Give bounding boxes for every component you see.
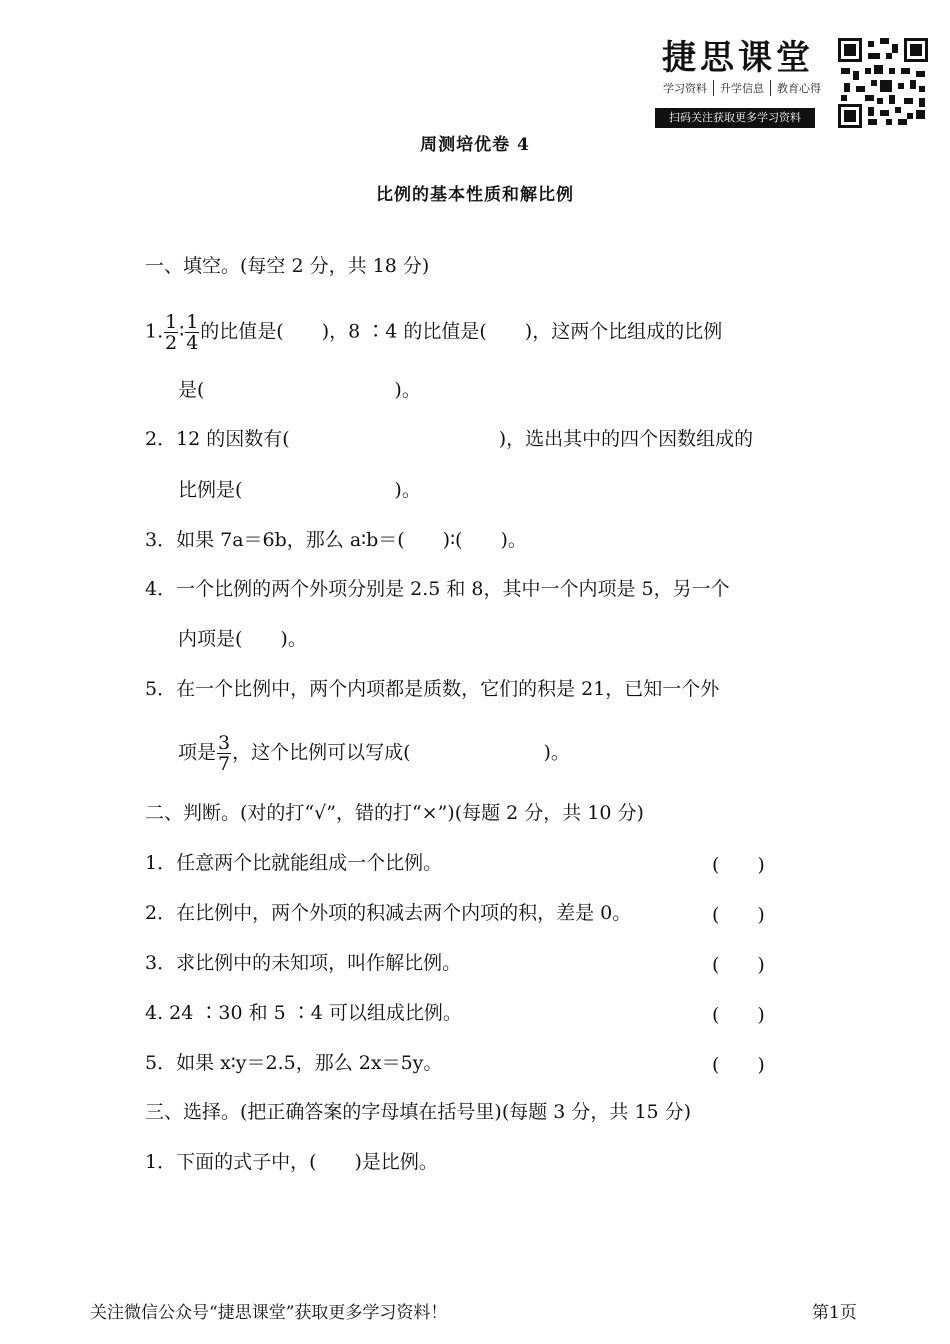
ratio-colon: ∶ xyxy=(179,320,185,343)
section1-q4-line2: 内项是( )。 xyxy=(178,628,307,650)
judge-item: 5．如果 x∶y＝2.5，那么 2x＝5y。 xyxy=(145,1052,443,1074)
section1-heading: 一、填空。(每空 2 分，共 18 分) xyxy=(145,255,430,277)
section1-q4-line1: 4．一个比例的两个外项分别是 2.5 和 8，其中一个内项是 5，另一个 xyxy=(145,578,730,600)
section2-heading: 二、判断。(对的打“√”，错的打“×”)(每题 2 分，共 10 分) xyxy=(145,802,644,824)
judge-item: 4. 24 ∶30 和 5 ∶4 可以组成比例。 xyxy=(145,1002,462,1024)
fraction-denominator: 4 xyxy=(186,332,199,354)
brand-logo-text: 捷思课堂 xyxy=(662,38,814,78)
qr-code-icon xyxy=(838,38,928,128)
judge-item: 2．在比例中，两个外项的积减去两个内项的积，差是 0。 xyxy=(145,902,632,924)
q5-rest: ，这个比例可以写成( )。 xyxy=(232,741,570,764)
answer-bracket: ( ) xyxy=(712,904,765,926)
fraction-numerator: 1 xyxy=(165,311,178,333)
section3-q1: 1．下面的式子中，( )是比例。 xyxy=(145,1151,438,1173)
fraction-denominator: 7 xyxy=(218,753,231,775)
brand-tag: 学习资料 xyxy=(657,80,714,96)
brand-scan-banner: 扫码关注获取更多学习资料 xyxy=(655,108,815,128)
fraction-three-sevenths xyxy=(217,733,231,774)
judge-item: 3．求比例中的未知项，叫作解比例。 xyxy=(145,952,462,974)
judge-item: 1．任意两个比就能组成一个比例。 xyxy=(145,852,443,874)
fraction-quarter xyxy=(185,312,199,353)
fraction-numerator: 3 xyxy=(218,732,231,754)
section3-heading: 三、选择。(把正确答案的字母填在括号里)(每题 3 分，共 15 分) xyxy=(145,1101,692,1123)
q1-rest: 的比值是( )，8 ∶4 的比值是( )，这两个比组成的比例 xyxy=(200,320,723,343)
section1-q5-line2 xyxy=(178,733,570,774)
fraction-half xyxy=(164,312,178,353)
brand-tags xyxy=(657,80,827,96)
section1-q3: 3．如果 7a＝6b，那么 a∶b＝( )∶( )。 xyxy=(145,529,527,551)
q1-prefix: 1. xyxy=(145,320,164,343)
section1-q2-line1: 2．12 的因数有( )，选出其中的四个因数组成的 xyxy=(145,428,754,450)
section1-q1-line1 xyxy=(145,312,722,353)
q5-prefix: 项是 xyxy=(178,741,217,764)
page-subtitle: 比例的基本性质和解比例 xyxy=(376,185,574,205)
page-number: 第1页 xyxy=(812,1303,857,1323)
fraction-denominator: 2 xyxy=(165,332,178,354)
answer-bracket: ( ) xyxy=(712,1004,765,1026)
brand-tag: 教育心得 xyxy=(777,82,821,95)
section1-q5-line1: 5．在一个比例中，两个内项都是质数，它们的积是 21，已知一个外 xyxy=(145,678,720,700)
section1-q2-line2: 比例是( )。 xyxy=(178,479,421,501)
answer-bracket: ( ) xyxy=(712,1054,765,1076)
answer-bracket: ( ) xyxy=(712,954,765,976)
answer-bracket: ( ) xyxy=(712,854,765,876)
brand-tag: 升学信息 xyxy=(714,80,771,96)
page-title: 周测培优卷 4 xyxy=(420,135,530,155)
footer-promo: 关注微信公众号“捷思课堂”获取更多学习资料！ xyxy=(90,1303,448,1323)
fraction-numerator: 1 xyxy=(186,311,199,333)
section1-q1-line2: 是( )。 xyxy=(178,379,421,401)
